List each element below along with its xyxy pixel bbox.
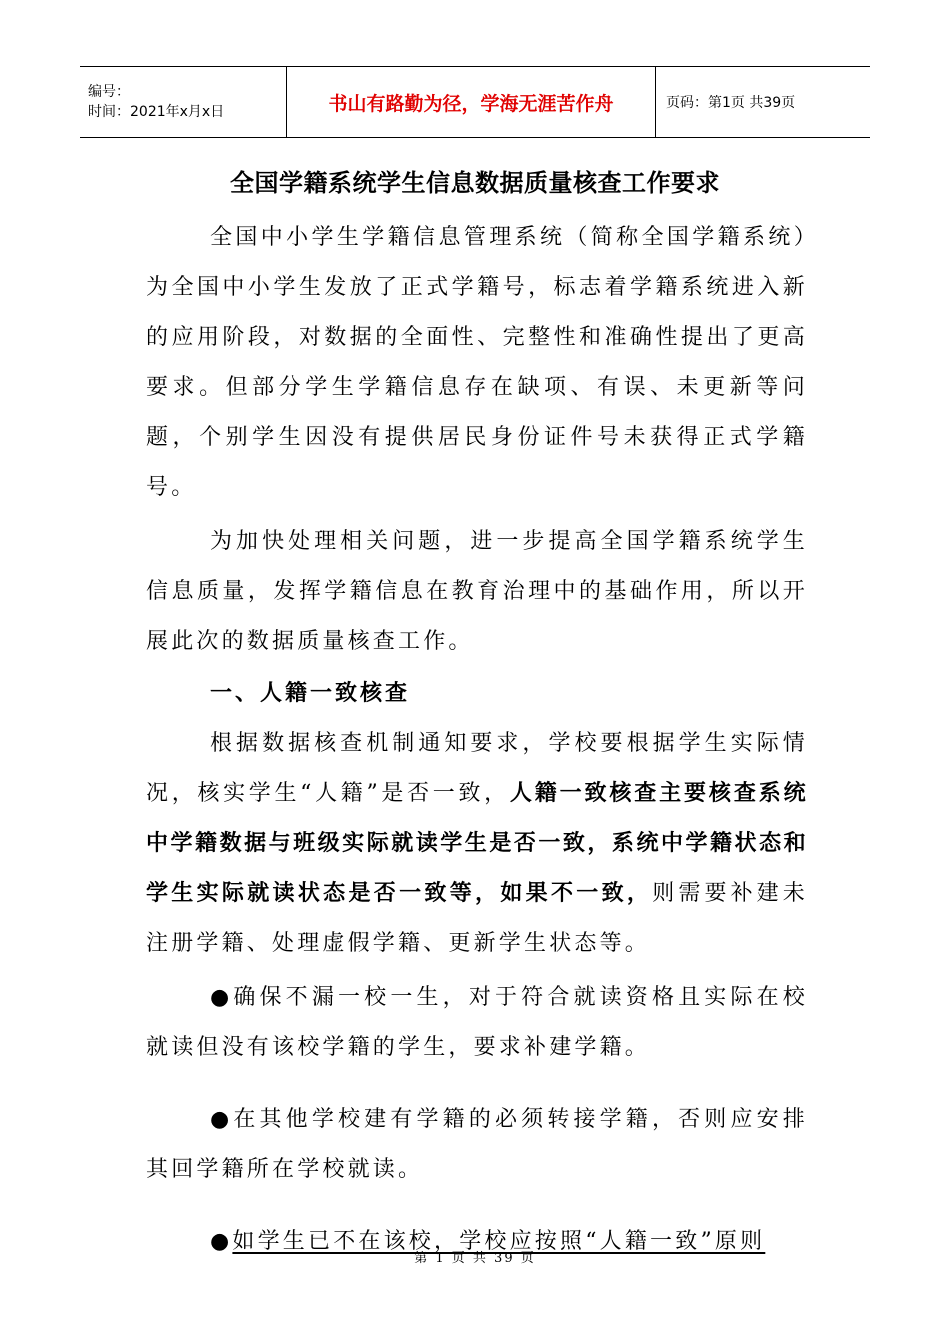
footer-page-number: 第 1 页 共 39 页	[414, 1251, 536, 1266]
bullet-mark: ●	[210, 1229, 233, 1254]
intro-paragraph-1: 全国中小学生学籍信息管理系统（简称全国学籍系统）为全国中小学生发放了正式学籍号，标志着学籍系统进入新的应用阶段，对数据的全面性、完整性和准确性提出了更高要求。但部分学生学籍信息存在缺项、有误、未更新等问题，个别学生因没有提供居民身份证件号未获得正式学籍号。	[146, 225, 808, 500]
header-left	[80, 67, 286, 137]
section-paragraph-end: 则需要补建未注册学籍、处理虚假学籍、更新学生状态等。	[146, 881, 808, 956]
bullet-item-2: ●在其他学校建有学籍的必须转接学籍，否则应安排其回学籍所在学校就读。	[146, 1107, 808, 1182]
section-paragraph-start: 根据数据核查机制通知要求，学校要根据学生实际情况，核实学生“人籍”是否一致，	[146, 731, 808, 806]
page-footer	[0, 1247, 950, 1266]
bullet-item-1: ●确保不漏一校一生，对于符合就读资格且实际在校就读但没有该校学籍的学生，要求补建学籍。	[146, 985, 808, 1060]
document-date: 时间：2021年x月x日	[88, 104, 225, 120]
document-title: 全国学籍系统学生信息数据质量核查工作要求	[230, 168, 720, 197]
header-motto: 书山有路勤为径，学海无涯苦作舟	[286, 67, 656, 137]
section-paragraph-bold: 人籍一致核查主要核查系统中学籍数据与班级实际就读学生是否一致，系统中学籍状态和学生实际就读状态是否一致等，如果不一致，	[146, 781, 808, 906]
intro-paragraph-2: 为加快处理相关问题，进一步提高全国学籍系统学生信息质量，发挥学籍信息在教育治理中的基础作用，所以开展此次的数据质量核查工作。	[146, 529, 808, 654]
section-paragraph	[146, 719, 808, 969]
document-body	[146, 213, 808, 1289]
header-page-info	[656, 67, 870, 137]
section-heading: 一、人籍一致核查	[210, 681, 411, 706]
document-number-label: 编号：	[88, 84, 130, 100]
page-info-text: 页码：第1页 共39页	[666, 95, 796, 111]
bullet-item-3-text: 如学生已不在该校，学校应按照“人籍一致”原则	[232, 1229, 766, 1254]
page-header	[80, 66, 870, 138]
